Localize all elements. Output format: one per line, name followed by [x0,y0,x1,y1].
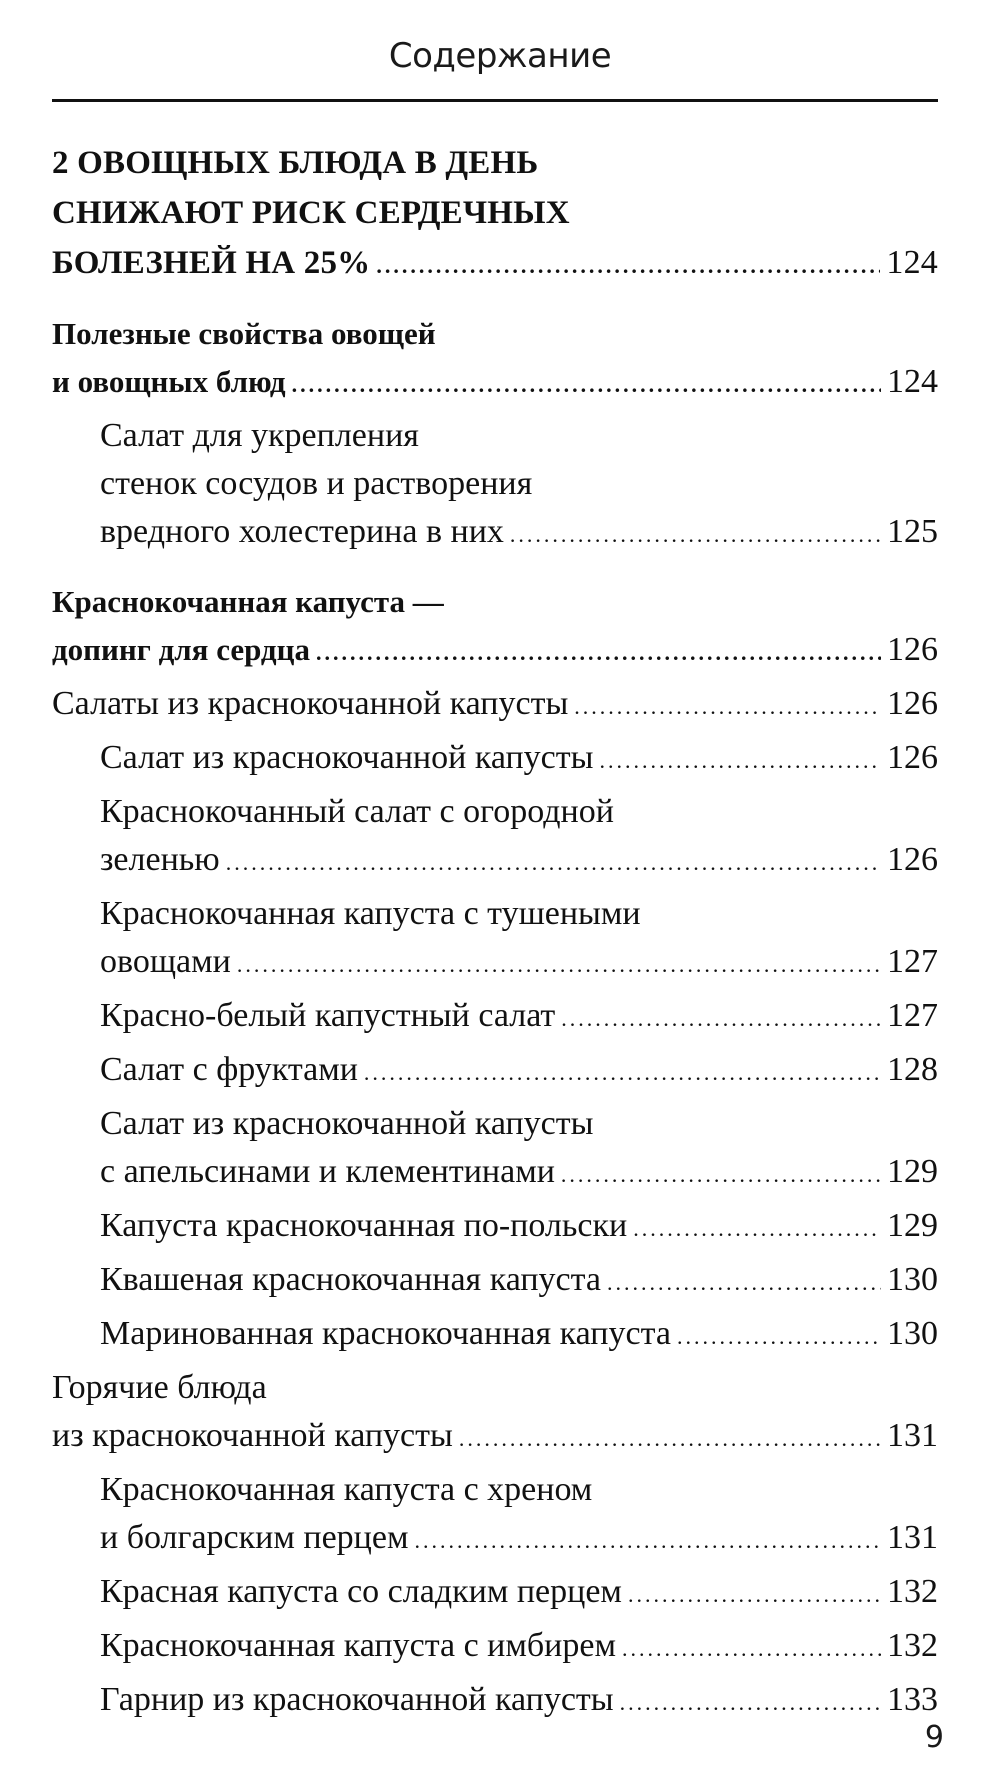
dot-leader [574,697,881,717]
toc-entry-title-line: Полезные свойства овощей [52,316,436,351]
toc-entry[interactable] [52,992,938,1040]
toc-entry[interactable] [52,1202,938,1250]
toc-entry-last-line [100,1202,938,1250]
toc-entry-title-line: 2 ОВОЩНЫХ БЛЮДА В ДЕНЬ [52,145,539,181]
toc-entry-last-line [100,1568,938,1616]
toc-page-number: 126 [887,685,938,722]
toc-entry-last-line [52,358,938,406]
toc-entry[interactable] [52,890,938,986]
toc-entry-last-line [100,1622,938,1670]
toc-page-number: 128 [887,1051,938,1088]
header-rule [52,99,938,102]
toc-entry-title-line: Красно-белый капустный салат [100,997,556,1034]
toc-entry[interactable] [52,138,938,288]
dot-leader [292,375,881,395]
toc-entry-title-line: Гарнир из краснокочанной капусты [100,1681,614,1718]
toc-page-number: 126 [887,631,938,668]
toc-entry[interactable] [52,578,938,674]
toc-entry-title-line: Краснокочанная капуста с тушеными [100,895,641,932]
toc-entry-title-line: Краснокочанный салат с огородной [100,793,614,830]
toc-entry[interactable] [52,1100,938,1196]
dot-leader [226,853,881,873]
toc-entry[interactable] [52,1256,938,1304]
toc-entry-last-line [100,1046,938,1094]
toc-entry-last-line [52,238,938,288]
dot-leader [316,643,881,663]
dot-leader [561,1165,881,1185]
dot-leader [376,256,880,276]
toc-entry-title-line: Маринованная краснокочанная капуста [100,1315,671,1352]
toc-entry-title-line: Салаты из краснокочанной капусты [52,685,569,722]
toc-entry[interactable] [52,1364,938,1460]
toc-entry-title-line: вредного холестерина в них [100,513,504,550]
toc-entry-title-line: Салат из краснокочанной капусты [100,1105,594,1142]
toc-entry-title-line: Краснокочанная капуста с имбирем [100,1627,616,1664]
dot-leader [459,1429,881,1449]
toc-entry-title-line: и овощных блюд [52,364,286,399]
toc-entry-title-line: с апельсинами и клементинами [100,1153,555,1190]
toc-entry-title-line: Краснокочанная капуста с хреном [100,1471,593,1508]
toc-entry-last-line [100,1148,938,1196]
toc-entry-title-line: зеленью [100,841,220,878]
toc-entry[interactable] [52,1568,938,1616]
toc-page-number: 131 [887,1519,938,1556]
toc-entry-last-line [100,1256,938,1304]
toc-entry-title-line: Горячие блюда [52,1369,267,1406]
toc-entry[interactable] [52,1310,938,1358]
toc-page-number: 132 [887,1573,938,1610]
dot-leader [237,955,881,975]
toc-entry-last-line [100,734,938,782]
running-header: Содержание [388,36,612,76]
toc-entry-title-line: Салат с фруктами [100,1051,358,1088]
table-of-contents [52,138,938,1724]
toc-entry[interactable] [52,1676,938,1724]
toc-entry[interactable] [52,1466,938,1562]
toc-entry-last-line [52,680,938,728]
toc-page-number: 124 [887,363,938,400]
toc-entry[interactable] [52,1046,938,1094]
toc-entry[interactable] [52,412,938,556]
toc-entry-last-line [100,836,938,884]
toc-entry-title-line: Краснокочанная капуста — [52,584,444,619]
dot-leader [561,1009,881,1029]
dot-leader [677,1327,881,1347]
toc-entry-last-line [100,1676,938,1724]
toc-entry-title-line: допинг для сердца [52,632,310,667]
dot-leader [622,1639,881,1659]
toc-page-number: 130 [887,1261,938,1298]
toc-entry[interactable] [52,310,938,406]
toc-entry-title-line: Капуста краснокочанная по-польски [100,1207,628,1244]
toc-page-number: 131 [887,1417,938,1454]
toc-entry[interactable] [52,788,938,884]
dot-leader [628,1585,881,1605]
toc-entry-title-line: Салат для укрепления [100,417,419,454]
dot-leader [620,1693,881,1713]
toc-page-number: 127 [887,997,938,1034]
toc-entry-title-line: овощами [100,943,231,980]
toc-page-number: 124 [886,244,938,281]
toc-page-number: 129 [887,1207,938,1244]
toc-entry-last-line [52,626,938,674]
toc-entry-last-line [100,1310,938,1358]
dot-leader [510,525,881,545]
toc-entry[interactable] [52,734,938,782]
dot-leader [414,1531,881,1551]
toc-page-number: 133 [887,1681,938,1718]
toc-entry[interactable] [52,680,938,728]
toc-entry-last-line [52,1412,938,1460]
toc-entry-last-line [100,938,938,986]
dot-leader [364,1063,881,1083]
toc-entry-title-line: и болгарским перцем [100,1519,409,1556]
page-number: 9 [924,1720,944,1755]
toc-entry[interactable] [52,1622,938,1670]
toc-entry-title-line: стенок сосудов и растворения [100,465,533,502]
dot-leader [599,751,881,771]
toc-entry-title-line: Красная капуста со сладким перцем [100,1573,622,1610]
toc-page-number: 129 [887,1153,938,1190]
toc-page-number: 130 [887,1315,938,1352]
toc-page-number: 126 [887,841,938,878]
toc-entry-title-line: Салат из краснокочанной капусты [100,739,594,776]
toc-entry-title-line: СНИЖАЮТ РИСК СЕРДЕЧНЫХ [52,195,570,231]
toc-entry-title-line: Квашеная краснокочанная капуста [100,1261,601,1298]
toc-page-number: 125 [887,513,938,550]
toc-entry-last-line [100,1514,938,1562]
toc-page-number: 126 [887,739,938,776]
dot-leader [633,1219,881,1239]
toc-entry-title-line: из краснокочанной капусты [52,1417,453,1454]
toc-page-number: 132 [887,1627,938,1664]
toc-page-number: 127 [887,943,938,980]
toc-entry-title-line: БОЛЕЗНЕЙ НА 25% [52,245,371,281]
dot-leader [607,1273,881,1293]
toc-entry-last-line [100,992,938,1040]
toc-entry-last-line [100,508,938,556]
